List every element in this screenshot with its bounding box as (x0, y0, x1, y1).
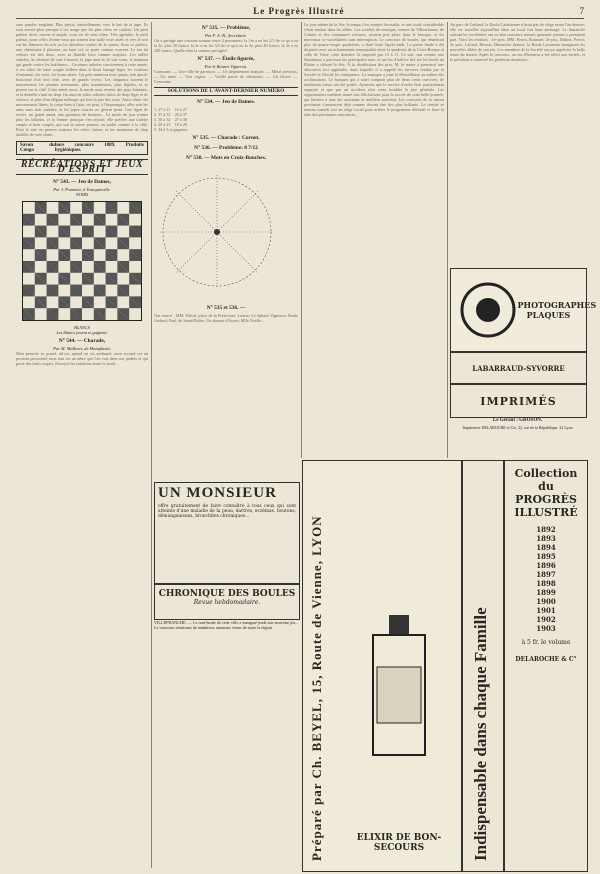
solution-probleme: N° 536. — Problème: 8 7/12 (194, 145, 258, 151)
collection-year: 1893 (536, 534, 556, 543)
recreations-title: RÉCRÉATIONS ET JEUX D'ESPRIT (16, 159, 148, 175)
board-label-bottom: BLANCS (74, 325, 90, 330)
gerant-line (450, 418, 585, 430)
column-2 (154, 22, 298, 477)
collection-year: 1892 (536, 525, 556, 534)
etoile-title: N° 537. — Étoile figurée, (197, 56, 255, 62)
game-author: Par J. Pommier, à Tranquieville. (53, 187, 111, 192)
collection-year: 1897 (536, 570, 556, 579)
charade-title: N° 544. — Charade, (58, 338, 106, 344)
collection-year: 1896 (536, 561, 556, 570)
collection-year: 1901 (536, 606, 556, 615)
villefranche-text: VILLEFRANCHE. — Le tout-boule de cette ville a inauguré jeudi son nouveau jeu... Le concours réunissait de nombreux amateurs venus de toute la région. (154, 620, 298, 630)
article-body: Au parc de Gerland, la Boule Calaisienne n'avait pas de siège avant l'an dernier; elle est installée aujourd'hui dans un local fort bien aménagé. Le dimanche suivant les sociétaires ont eu leur concours annuel; quarante joueurs y prenaient part. Voici les résultats : 1er prix, MM. Perrot, Bonnard; 2e prix, Dubois, Perret; 3e prix, Lafond, Besson. Dimanche dernier, la Boule Lyonnaise inaugurait les nouvelles allées de son jeu. Les membres de la Société ont pu apprécier la belle tenue du terrain. Après le concours, un vin d'honneur a été offert aux invités, et le président a remercié les généreux donateurs... (450, 22, 585, 62)
congo-tagline: hors concours 1889. Produits hygiéniques. (54, 143, 144, 153)
collection-advert (504, 460, 588, 872)
etoile-body: Consonne. — Une ville de garnison. — Un département français. — Métal précieux. — Un saint. — Une région. — Vieille partie de vêtements. — Un fleuve. — Consonne. (154, 69, 298, 84)
column-1 (16, 22, 148, 868)
column-rule (301, 22, 302, 458)
imprimerie-line: Imprimerie DELAROCHE et Cie, 22, rue de la République, 22 Lyon (462, 425, 573, 430)
monsieur-advert (154, 482, 300, 584)
solution-charade: N° 535. — Charade : Cornet. (192, 135, 260, 141)
board-caption: Les blancs jouent et gagnent. (56, 330, 108, 335)
solvers-list: Ont trouvé : MM. Hilval, place de la Préfecture; Louise; Le Sphinx Vigneron; Émile Godard; Paul, de Saint-Didier; Un abonné d'Aurec; Mlle Noëlle... (154, 313, 298, 323)
etoile-author: Par le Bonnet Vigneron. (204, 64, 248, 69)
problem-author: Par F. A.-B., Secrétaire. (204, 33, 248, 38)
solution-mots: N° 538. — Mots en Croix-Bouches. (185, 155, 267, 161)
collection-title: Collection du PROGRÈS ILLUSTRÉ (514, 467, 578, 519)
article-body: Le jour même de la fête, le temps s'est montré favorable, et une foule considérable s'était rendue dans les allées. Les sociétés de musique, venues de Villeurbanne, de Caluire et des communes voisines, avaient pris place dans le kiosque, et les morceaux se succédaient sans interruption. Le concours de boules, qui réunissait plus de quatre-vingts quadrettes, a duré toute l'après-midi. La partie finale a été disputée avec un acharnement remarquable entre la quadrette de la Croix-Rousse et celle de Vaise; cette dernière l'a emporté par 13 à 11. Le soir, une retraite aux flambeaux a parcouru les principales rues, et un feu d'artifice tiré sur les bords du Rhône a clôturé la fête. À la distribution des prix, M. le maire a prononcé une allocution fort applaudie, dans laquelle il a rappelé les services rendus par la Société et félicité les vainqueurs. La musique a joué la Marseillaise au milieu des acclamations. Le banquet qui a suivi comptait plus de deux cents convives; de nombreux toasts ont été portés. Ajoutons que le service d'ordre était parfaitement organisé et que pas un accident n'est venu troubler la joie générale. Les organisateurs méritent toutes nos félicitations pour le succès de cette belle journée, qui laissera à tous les assistants le meilleur souvenir. Les concours de la saison prochaine s'annoncent déjà comme devant être des plus brillants. Le comité se réunira samedi soir au siège social pour arrêter le programme définitif et fixer la date des prochaines rencontres... (304, 22, 444, 117)
collection-year: 1894 (536, 543, 556, 552)
problem-title: N° 535. — Problème, (201, 25, 251, 31)
solution-moves: 1. 27 à 21 16 à 27 2. 37 à 31 26 à 37 3. 38 à 32 27 à 38 4. 29 à 23 18 à 29 5. 34 à 3 et gagnent. (154, 107, 188, 132)
column-rule (447, 22, 448, 458)
chronique-subtitle: Revue hebdomadaire. (193, 599, 261, 606)
word-cross-figure (154, 169, 280, 295)
congo-advert (16, 141, 148, 155)
header-spacer (16, 6, 18, 16)
collection-years (505, 525, 587, 633)
page-title: Le Progrès Illustré (253, 6, 345, 16)
charade-body: Mon premier se prend, dit-on, quand on est enrhumé; mon second est un pronom personnel; mon tout est un arbre que l'on voit dans nos jardins et qui porte des fruits exquis. Envoyer les solutions avant le jeudi... (16, 351, 148, 366)
charade-author: Par M. Mallevet, de Montplaisir. (53, 346, 111, 351)
page-number: 7 (579, 6, 584, 16)
monsieur-title: UN MONSIEUR (158, 485, 277, 501)
column-4 (450, 22, 585, 266)
game-title: N° 543. — Jeu de Dames, (52, 179, 111, 185)
page-header (16, 4, 584, 19)
elixir-vertical-text: Préparé par Ch. BEYEL, 15, Route de Vienne, LYON (309, 515, 324, 861)
collection-year: 1899 (536, 588, 556, 597)
photo-plates-advert (450, 268, 597, 352)
chronique-title: CHRONIQUE DES BOULES (158, 589, 296, 599)
collection-year: 1900 (536, 597, 556, 606)
elixir-main-title: ELIXIR DE BON-SECOURS (356, 833, 442, 853)
imprimes-title: IMPRIMÉS (480, 394, 557, 408)
board-label-top: NOIRS (75, 192, 89, 197)
solvers-heading: N° 535 et 536. — (206, 305, 246, 311)
collection-price: à 5 fr. le volume (521, 639, 571, 646)
collection-year: 1902 (536, 615, 556, 624)
chronique-box (154, 584, 300, 620)
collection-publisher: DELAROCHE & C° (515, 656, 577, 663)
elixir-bottle-icon (351, 611, 447, 761)
villefranche-article (154, 620, 298, 870)
checkers-board (22, 201, 142, 321)
collection-year: 1895 (536, 552, 556, 561)
article-body: sans paroles emplatie. Plus précis, naturellement, vers le bas de la jupe. Ils sont encore plus presque à cet usage que les plus chers en couleur. Un petit paletot droit, ouvert et ample, vous est de rien crâne. Très agréable, le petit paletot, pour celles d'entre vous qui aiment leur taille reste aisée, et vers le soir sur les flâneries du soir ou les dernières sorties de la saison. Sous ce paletot, une chemisette à plastron, un haut col, se porte comme souvent. Le ton du velours est très doux, avec sa flanelle lisse comme toujours. Les tailles cintrées, la ceinture de cuir à boucle, la jupe unie et, le soir venu, le manteau qui garde contre les fraîcheurs... Certaines toilettes conviennent à cette année, à ces robes de laine souple taillées dans le beau lainage léger, les couleurs d'automne, les verts, les bruns dorés. Un petit manteau trois quarts, très ajusté, boutonné d'un seul côté, avec de grands revers. Les chapeaux suivent le mouvement; les plumes reviennent, plus nombreuses, plus légères, et se posent sur le côté. Cette année aussi, la mode nous revient des pays lointains, et la dentelle s'unit au drap. On aura de jolies toilettes faites de drap léger et de velours, et plus d'un élégant mélange qui fera la joie des yeux. Ainsi vêtue, les mouvements libres, le corps bien à l'aise, on peut, à l'impromptu, aller voir les amis sans rien craindre, et les jupes courtes ne gênent point. Une ligne de revers, un grand nœud, une garniture de boutons... La mode du jour n'aime plus les falbalas, et la femme pratique s'en réjouit; elle préfère une toilette simple et bien coupée, qui sait la suivre partout, au jardin comme à la ville. Pour le soir on portera toujours les robes claires, et les manteaux de drap doublés de soie claire... (16, 22, 148, 137)
imprimes-advert (450, 384, 587, 418)
congo-name: Savon du Congo (20, 143, 55, 153)
column-rule (151, 22, 152, 868)
elixir-advert (302, 460, 462, 872)
gerant-name: Le Gérant : GROSON. (492, 418, 543, 423)
monsieur-text: offre gratuitement de faire connaître à tous ceux qui sont atteints d'une maladie de la peau, dartres, eczémas, boutons, démangeaisons, bronchites chroniques... (158, 504, 296, 520)
solution-dames: N° 534. — Jeu de Dames. (196, 99, 255, 105)
problem-body: On a partagé une certaine somme entre 3 personnes; la 1re a eu les 2/3 de ce qu'a eu la 2e, plus 50 francs; la 2e a eu les 3/4 de ce qu'a eu la 3e, plus 40 francs; la 3e a eu 240 francs. Quelle était la somme partagée? (154, 38, 298, 53)
labarraud-title: LABARRAUD-SYVORRE (472, 363, 565, 373)
collection-year: 1898 (536, 579, 556, 588)
camera-icon (458, 280, 518, 340)
indispensable-advert (462, 460, 504, 872)
labarraud-advert (450, 352, 587, 384)
solutions-title: SOLUTIONS DE L'AVANT-DERNIER NUMÉRO (154, 87, 298, 96)
photo-title: PHOTOGRAPHES PLAQUES (517, 300, 597, 320)
collection-year: 1903 (536, 624, 556, 633)
column-3 (304, 22, 444, 477)
indispensable-text: Indispensable dans chaque Famille (471, 607, 490, 861)
